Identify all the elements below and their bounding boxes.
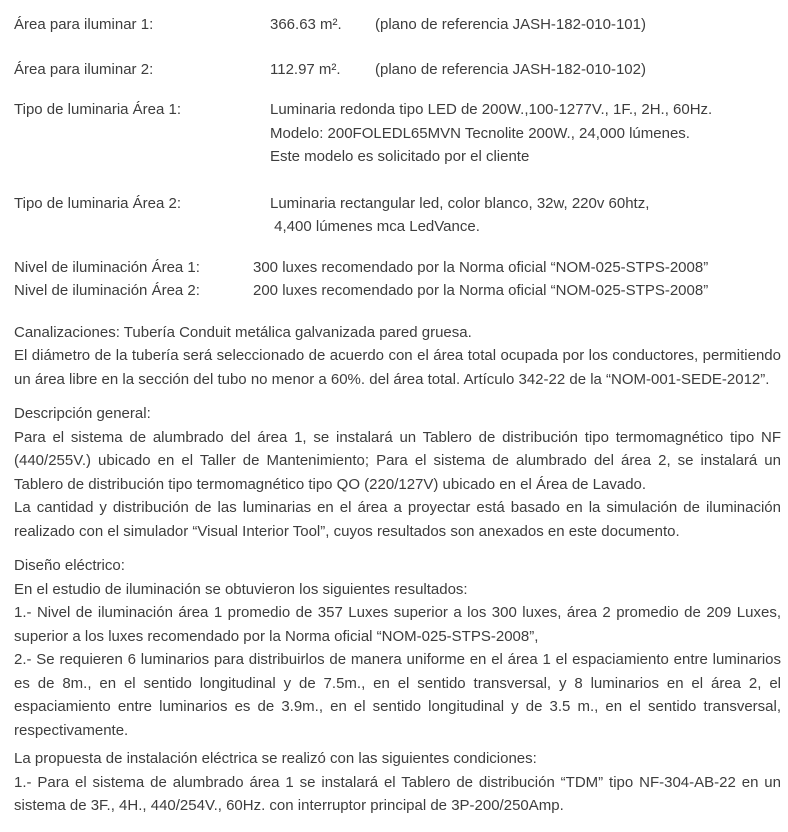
spec-note: (plano de referencia JASH-182-010-101) <box>375 16 646 33</box>
spec-value: 366.63 m². <box>270 16 342 33</box>
spec-value: 200 luxes recomendado por la Norma oficial “NOM-025-STPS-2008” <box>253 282 709 299</box>
spec-label: Área para iluminar 2: <box>14 60 154 78</box>
spec-value-line: Este modelo es solicitado por el cliente <box>270 148 530 165</box>
spec-value: 112.97 m². <box>270 60 341 78</box>
spec-value-lines <box>270 192 781 239</box>
spec-row-luminaria-2 <box>14 192 781 239</box>
spec-label: Nivel de iluminación Área 1: <box>14 258 200 276</box>
spec-note: (plano de referencia JASH-182-010-102) <box>375 60 646 78</box>
spec-value-line: 4,400 lúmenes mca LedVance. <box>270 218 480 235</box>
spec-label: Área para iluminar 1: <box>14 16 154 33</box>
paragraph-first-line: Canalizaciones: Tubería Conduit metálica galvanizada pared gruesa. <box>14 323 472 341</box>
numbered-item: 2.- Se requieren 6 luminarios para distribuirlos de manera uniforme en el área 1 el espaciamiento entre luminarios es de 8m., en el sentido longitudinal y de 7.5m., en el sentido transversal, y 8 luminarios en el área 2, el espaciamiento entre luminarios es de 3.9m., en el sentido longitudinal y de 3.5 m., en el sentido transversal, respectivamente. <box>14 651 781 739</box>
spec-row-nivel-1 <box>14 256 781 280</box>
paragraph-descripcion-general <box>14 402 781 543</box>
paragraph-diseno-electrico <box>14 554 781 742</box>
paragraph-body: La cantidad y distribución de las luminarias en el área a proyectar está basado en la simulación de iluminación realizado con el simulador “Visual Interior Tool”, cuyos resultados son anexados en este documento. <box>14 499 781 540</box>
spec-value-line: Modelo: 200FOLEDL65MVN Tecnolite 200W., 24,000 lúmenes. <box>270 124 690 142</box>
spec-row-area-1 <box>14 13 781 37</box>
section-heading: Diseño eléctrico: <box>14 557 125 574</box>
paragraph-propuesta <box>14 747 781 818</box>
section-heading: Descripción general: <box>14 405 151 422</box>
spec-row-area-2 <box>14 58 781 82</box>
spec-value: 300 luxes recomendado por la Norma oficial “NOM-025-STPS-2008” <box>253 258 709 276</box>
paragraph-body: Para el sistema de alumbrado del área 1, se instalará un Tablero de distribución tipo termomagnético tipo NF (440/255V.) ubicado en el Taller de Mantenimiento; Para el sistema de alumbrado del área 2, se instalará un Tablero de distribución tipo termomagnético tipo QO (220/127V) ubicado en el Área de Lavado. <box>14 428 781 493</box>
section-heading: La propuesta de instalación eléctrica se realizó con las siguientes condiciones: <box>14 750 537 767</box>
spec-group-nivel <box>14 256 781 303</box>
spec-label: Tipo de luminaria Área 1: <box>14 101 182 118</box>
paragraph-body: El diámetro de la tubería será seleccionado de acuerdo con el área total ocupada por los conductores, permitiendo un área libre en la sección del tubo no menor a 60%. del área total. Artículo 342-22 de la “NOM-001-SEDE-2012”. <box>14 347 781 388</box>
spec-label: Nivel de iluminación Área 2: <box>14 282 200 299</box>
numbered-item: 1.- Para el sistema de alumbrado área 1 se instalará el Tablero de distribución “TDM” tipo NF-304-AB-22 en un sistema de 3F., 4H., 440/254V., 60Hz. con interruptor principal de 3P-200/250Amp. <box>14 773 781 814</box>
spec-row-nivel-2 <box>14 279 781 303</box>
spec-value-lines <box>270 98 781 169</box>
spec-value-line: Luminaria redonda tipo LED de 200W.,100-1277V., 1F., 2H., 60Hz. <box>270 101 713 118</box>
spec-value-line: Luminaria rectangular led, color blanco, 32w, 220v 60htz, <box>270 194 650 212</box>
paragraph-canalizaciones <box>14 321 781 392</box>
spec-row-luminaria-1 <box>14 98 781 169</box>
spec-label: Tipo de luminaria Área 2: <box>14 194 182 212</box>
paragraph-intro: En el estudio de iluminación se obtuvieron los siguientes resultados: <box>14 580 468 598</box>
numbered-item: 1.- Nivel de iluminación área 1 promedio de 357 Luxes superior a los 300 luxes, área 2 promedio de 209 Luxes, superior a los luxes recomendado por la Norma oficial “NOM-025-STPS-2008”, <box>14 604 781 645</box>
